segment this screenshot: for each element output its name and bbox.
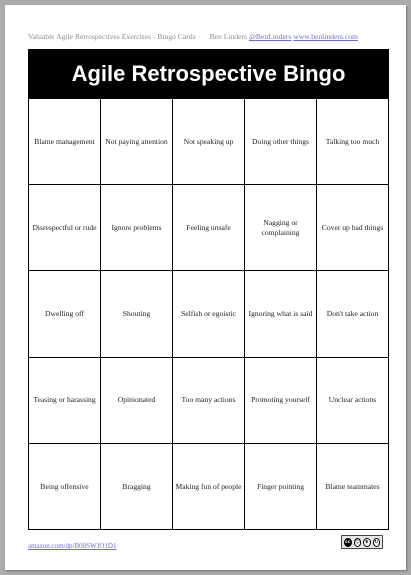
cc-sa-icon: ↻ — [374, 539, 379, 545]
creative-commons-icon — [341, 535, 383, 549]
bingo-cell: Not speaking up — [173, 99, 245, 185]
bingo-cell: Dwelling off — [29, 271, 101, 357]
bingo-cell: Disrespectful or rude — [29, 185, 101, 271]
amazon-link[interactable]: amazon.com/dp/B00SWJO1D1 — [28, 542, 117, 550]
bingo-cell: Ignoring what is said — [245, 271, 317, 357]
bingo-title: Agile Retrospective Bingo — [28, 49, 389, 98]
bingo-cell: Being offensive — [29, 444, 101, 530]
bingo-cell: Don't take action — [317, 271, 389, 357]
bingo-cell: Opinionated — [101, 358, 173, 444]
cc-by-icon: ☺ — [354, 539, 360, 545]
bingo-cell: Not paying attention — [101, 99, 173, 185]
bingo-cell: Too many actions — [173, 358, 245, 444]
bingo-cell: Unclear actions — [317, 358, 389, 444]
bingo-cell: Finger pointing — [245, 444, 317, 530]
bingo-cell: Doing other things — [245, 99, 317, 185]
bingo-cell: Making fun of people — [173, 444, 245, 530]
bingo-cell: Shouting — [101, 271, 173, 357]
bingo-cell: Selfish or egoistic — [173, 271, 245, 357]
cc-nc-icon: $ — [363, 538, 371, 547]
bingo-card-page — [5, 5, 406, 570]
header-author: Ben Linders — [209, 32, 248, 41]
bingo-cell: Cover up bad things — [317, 185, 389, 271]
website-link[interactable]: www.benlinders.com — [293, 32, 358, 41]
bingo-cell: Ignore problems — [101, 185, 173, 271]
bingo-cell: Teasing or harassing — [29, 358, 101, 444]
bingo-cell: Promoting yourself — [245, 358, 317, 444]
page-header — [28, 32, 358, 41]
bingo-cell: Bragging — [101, 444, 173, 530]
bingo-cell: Blame teammates — [317, 444, 389, 530]
bingo-grid — [28, 98, 389, 530]
twitter-link[interactable]: @BenLinders — [248, 32, 292, 41]
bingo-cell: Nagging or complaining — [245, 185, 317, 271]
bingo-cell: Talking too much — [317, 99, 389, 185]
bingo-cell: Feeling unsafe — [173, 185, 245, 271]
bingo-cell: Blame management — [29, 99, 101, 185]
cc-logo-icon: cc — [345, 539, 351, 545]
header-title: Valuable Agile Retrospectives Exercises - Bingo Cards — [28, 32, 196, 41]
